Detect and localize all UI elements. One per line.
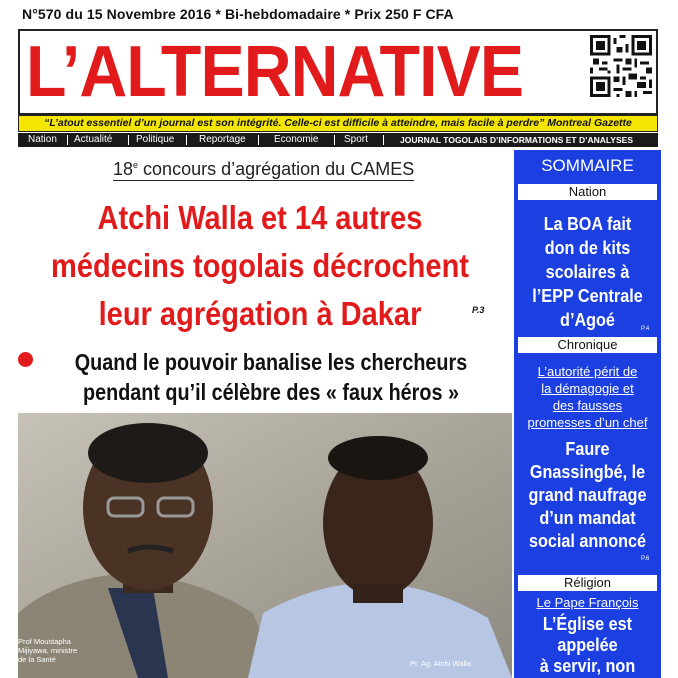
qr-code-icon (590, 35, 652, 97)
nav-divider (258, 135, 259, 145)
story2-intro-line[interactable]: des fausses (552, 398, 623, 413)
story1-line[interactable]: d’Agoé (560, 310, 615, 330)
headline-page-ref: P.3 (472, 305, 485, 315)
bullet-dot-icon (18, 352, 33, 367)
section-label-chronique[interactable]: Chronique (518, 337, 657, 353)
section-label-religion[interactable]: Réligion (518, 575, 657, 591)
nav-divider (383, 135, 384, 145)
lead-photo (18, 413, 512, 678)
kicker (113, 154, 414, 181)
photo-caption-left: Prof Moustapha Mijiyawa, ministre de la Santé (18, 637, 78, 664)
nav-item-reportage[interactable]: Reportage (199, 134, 246, 145)
story1-line[interactable]: l’EPP Centrale (532, 286, 643, 306)
nav-item-nation[interactable]: Nation (28, 134, 57, 145)
newspaper-tagline: JOURNAL TOGOLAIS D’INFORMATIONS ET D’ANALYSES (400, 135, 633, 145)
issue-line: N°570 du 15 Novembre 2016 * Bi-hebdomadaire * Prix 250 F CFA (22, 6, 454, 22)
section-label-nation[interactable]: Nation (518, 184, 657, 200)
story2-line[interactable]: Faure (565, 439, 610, 459)
photo-caption-right: Pr. Ag. Atchi Walla (410, 659, 471, 668)
story1-page-ref: P.4 (641, 326, 650, 332)
sommaire-title: SOMMAIRE (541, 156, 634, 175)
story1-line[interactable]: don de kits (544, 238, 631, 258)
nav-divider (128, 135, 129, 145)
subhead-line-1: Quand le pouvoir banalise les chercheurs (74, 349, 468, 375)
story1-line[interactable]: La BOA fait (543, 214, 632, 234)
story2-line[interactable]: d’un mandat (539, 508, 636, 528)
headline-line-2: médecins togolais décrochent (51, 247, 469, 284)
quote-banner: “L’atout essentiel d’un journal est son intégrité. Celle-ci est difficile à atteindre, mais facile à perdre” Montreal Gazette (18, 115, 658, 132)
subhead-line-2: pendant qu’il célèbre des « faux héros » (83, 379, 459, 405)
story2-page-ref: P.6 (641, 556, 650, 562)
story2-line[interactable]: grand naufrage (528, 485, 647, 505)
story3-line[interactable]: L’Église est (542, 614, 633, 634)
story1-line[interactable]: scolaires à (545, 262, 630, 282)
headline-line-1: Atchi Walla et 14 autres (97, 199, 423, 236)
kicker-ordinal: e (133, 160, 139, 170)
story3-line[interactable]: à servir, non (539, 656, 636, 676)
masthead-title: L’ALTERNATIVE (26, 32, 524, 112)
kicker-text: concours d’agrégation du CAMES (138, 159, 415, 179)
nav-item-actualite[interactable]: Actualité (74, 134, 113, 145)
nav-divider (334, 135, 335, 145)
nav-item-sport[interactable]: Sport (344, 134, 368, 145)
story2-intro-line[interactable]: L’autorité périt de (537, 364, 638, 379)
story2-intro-line[interactable]: la démagogie et (541, 381, 634, 396)
story3-intro[interactable]: Le Pape François (536, 595, 639, 610)
story3-line[interactable]: appelée (557, 635, 618, 655)
nav-divider (186, 135, 187, 145)
nav-divider (67, 135, 68, 145)
nav-item-politique[interactable]: Politique (136, 134, 175, 145)
story2-line[interactable]: social annoncé (528, 531, 647, 551)
story2-intro-line[interactable]: promesses d’un chef (527, 415, 648, 430)
nav-item-economie[interactable]: Economie (274, 134, 319, 145)
story2-line[interactable]: Gnassingbé, le (529, 462, 646, 482)
kicker-number: 18 (113, 159, 134, 179)
headline-line-3: leur agrégation à Dakar (98, 295, 422, 332)
